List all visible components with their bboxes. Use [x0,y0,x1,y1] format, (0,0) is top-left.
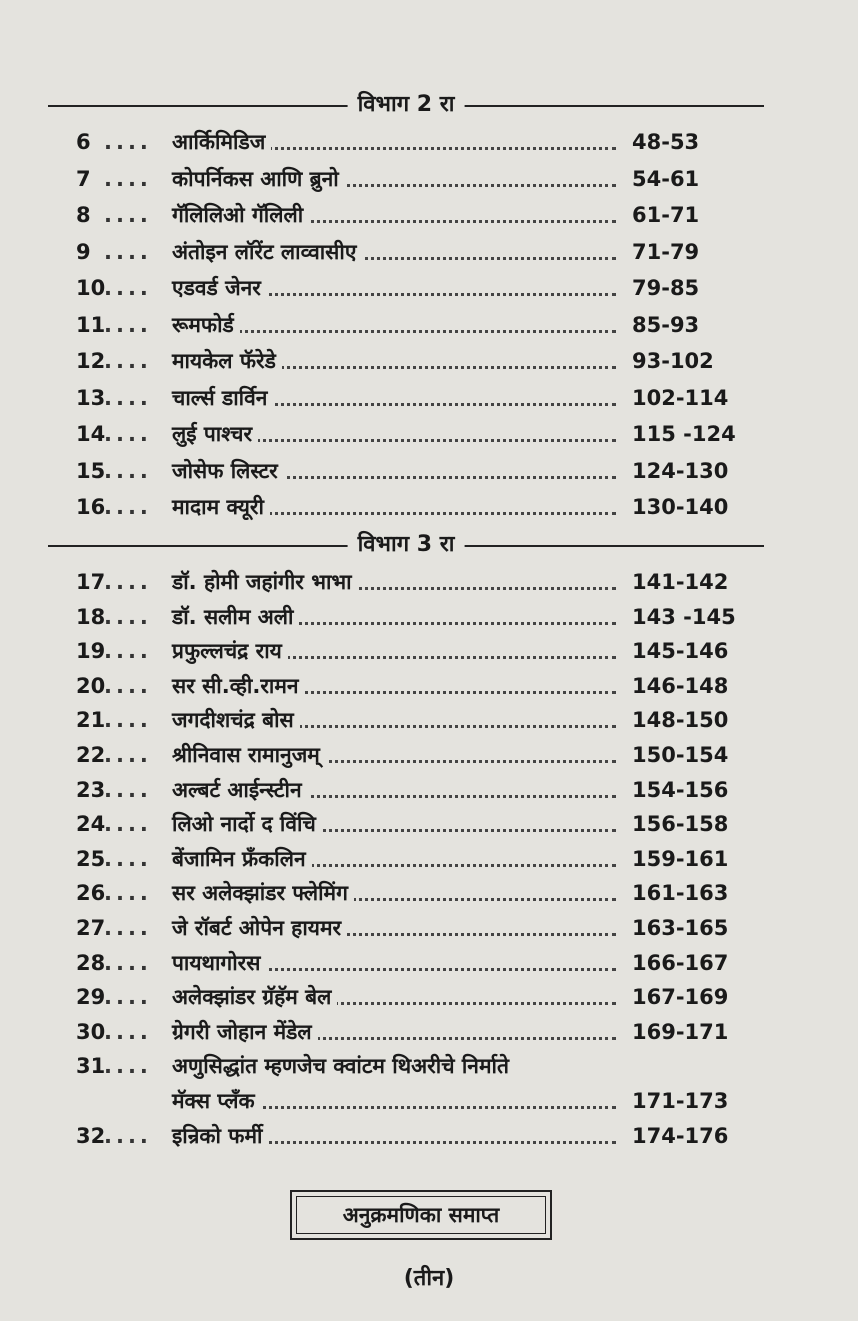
entry-name: डॉ. सलीम अली [172,601,299,633]
number-dots: .... [104,916,152,940]
entry-pages: 141-142 [632,570,729,594]
entry-pages: 146-148 [632,673,729,698]
entry-name: अलेक्झांडर ग्रॅहॅम बेल [172,981,337,1013]
entry-pages: 130-140 [632,495,729,519]
entry-pages: 124-130 [632,458,729,483]
toc-entry [76,1085,729,1117]
entry-pages: 48-53 [632,130,700,154]
entry-number: 21 [76,708,106,733]
entry-pages: 93-102 [632,349,714,373]
entry-number: 17 [76,570,106,594]
entry-name: अल्बर्ट आईन्स्टीन [172,774,308,806]
entry-pages: 174-176 [632,1123,729,1148]
entry-name: इन्रिको फर्मी [172,1120,268,1152]
entry-name: लुई पाश्चर [172,418,258,450]
toc-entry [76,272,716,304]
entry-number: 32 [76,1123,106,1148]
entry-number: 26 [76,881,106,906]
entry-number: 12 [76,349,106,373]
toc-entry [76,670,729,702]
entry-pages: 115 -124 [632,422,736,446]
toc-entry [76,704,729,736]
entry-number: 31 [76,1054,106,1079]
entry-name: गॅलिलिओ गॅलिली [172,199,309,231]
toc-entry [76,382,729,414]
toc-entry [76,491,729,523]
number-dots: .... [104,639,152,664]
entry-pages: 85-93 [632,312,700,337]
entry-number: 11 [76,312,106,337]
entry-number: 10 [76,276,106,300]
entry-name: जगदीशचंद्र बोस [172,704,300,736]
entry-name: रूमफोर्ड [172,309,240,341]
entry-number: 27 [76,916,106,940]
entry-name: कोपर्निकस आणि ब्रुनो [172,163,345,195]
number-dots: .... [104,458,152,483]
toc-entry [76,566,729,598]
number-dots: .... [104,349,152,373]
entry-number: 7 [76,166,91,191]
entry-name: जोसेफ लिस्टर [172,455,284,487]
entry-pages: 102-114 [632,385,729,410]
entry-name: डॉ. होमी जहांगीर भाभा [172,566,358,598]
number-dots: .... [104,812,152,837]
entry-number: 16 [76,495,106,519]
entry-number: 19 [76,639,106,664]
entry-name: मायकेल फॅरेडे [172,345,282,377]
entry-number: 15 [76,458,106,483]
toc-entry [76,1016,729,1048]
entry-number: 25 [76,846,106,871]
entry-name: सर सी.व्ही.रामन [172,670,305,702]
number-dots: .... [104,422,152,446]
toc-entry [76,1120,729,1152]
entry-number: 24 [76,812,106,837]
section-title: विभाग 3 रा [348,530,465,560]
entry-number: 29 [76,985,106,1010]
entry-pages: 61-71 [632,203,700,227]
entry-number: 13 [76,385,106,410]
entry-pages: 171-173 [632,1089,729,1113]
entry-name: एडवर्ड जेनर [172,272,267,304]
number-dots: .... [104,950,152,975]
number-dots: .... [104,673,152,698]
toc-entry [76,236,716,268]
number-dots: .... [104,385,152,410]
entry-pages: 169-171 [632,1019,729,1044]
entry-number: 18 [76,604,106,629]
toc-entry [76,843,729,875]
number-dots: .... [104,985,152,1010]
entry-name: अणुसिद्धांत म्हणजेच क्वांटम थिअरीचे निर्माते [172,1050,515,1082]
entry-number: 14 [76,422,106,446]
entry-pages: 150-154 [632,743,729,767]
toc-entry [76,163,716,195]
toc-entry [76,309,716,341]
entry-pages: 79-85 [632,276,700,300]
entry-number: 9 [76,239,91,264]
entry-number: 28 [76,950,106,975]
entry-number: 23 [76,777,106,802]
number-dots: .... [104,276,152,300]
toc-entry [76,455,729,487]
number-dots: .... [104,708,152,733]
entry-name: जे रॉबर्ट ओपेन हायमर [172,912,347,944]
number-dots: .... [104,881,152,906]
toc-entry [76,126,716,158]
entry-pages: 161-163 [632,881,729,906]
section-header-2 [48,90,764,120]
number-dots: .... [104,239,152,264]
number-dots: .... [104,604,152,629]
number-dots: .... [104,743,152,767]
number-dots: .... [104,312,152,337]
end-label: अनुक्रमणिका समाप्त [342,1203,500,1227]
number-dots: .... [104,495,152,519]
section-header-3 [48,530,764,560]
entry-pages: 166-167 [632,950,729,975]
entry-pages: 167-169 [632,985,729,1010]
toc-entry [76,981,729,1013]
end-of-index-box [290,1190,552,1240]
toc-entry [76,947,729,979]
entry-pages: 159-161 [632,846,729,871]
number-dots: .... [104,130,152,154]
page-number: (तीन) [403,1266,455,1291]
entry-name: चार्ल्स डार्विन [172,382,273,414]
toc-entry [76,345,716,377]
entry-name: लिओ नार्दो द विंचि [172,808,322,840]
entry-pages: 148-150 [632,708,729,733]
toc-entry [76,1050,716,1082]
toc-entry [76,877,729,909]
entry-number: 20 [76,673,106,698]
entry-name: बेंजामिन फ्रँकलिन [172,843,312,875]
entry-pages: 156-158 [632,812,729,837]
entry-name: श्रीनिवास रामानुजम् [172,739,326,771]
number-dots: .... [104,846,152,871]
entry-name: पायथागोरस [172,947,266,979]
section-title: विभाग 2 रा [348,90,465,120]
toc-entry [76,199,716,231]
entry-pages: 143 -145 [632,604,736,629]
entry-name: आर्किमिडिज [172,126,271,158]
number-dots: .... [104,1123,152,1148]
entry-pages: 163-165 [632,916,729,940]
toc-entry [76,912,729,944]
number-dots: .... [104,1054,152,1079]
number-dots: .... [104,570,152,594]
entry-name: प्रफुल्लचंद्र राय [172,635,288,667]
number-dots: .... [104,777,152,802]
entry-pages: 71-79 [632,239,700,264]
toc-entry [76,635,729,667]
entry-number: 8 [76,203,91,227]
entry-pages: 145-146 [632,639,729,664]
toc-entry [76,739,729,771]
number-dots: .... [104,1019,152,1044]
entry-pages: 154-156 [632,777,729,802]
number-dots: .... [104,203,152,227]
entry-number: 22 [76,743,106,767]
toc-entry [76,808,729,840]
toc-entry [76,418,736,450]
entry-name: अंतोइन लॉरेंट लाव्वासीए [172,236,362,268]
entry-pages: 54-61 [632,166,700,191]
entry-name: मॅक्स प्लँक [172,1085,261,1117]
number-dots: .... [104,166,152,191]
toc-entry [76,601,736,633]
entry-name: सर अलेक्झांडर फ्लेमिंग [172,877,354,909]
toc-entry [76,774,729,806]
entry-name: मादाम क्यूरी [172,491,270,523]
entry-number: 6 [76,130,91,154]
entry-name: ग्रेगरी जोहान मेंडेल [172,1016,318,1048]
entry-number: 30 [76,1019,106,1044]
